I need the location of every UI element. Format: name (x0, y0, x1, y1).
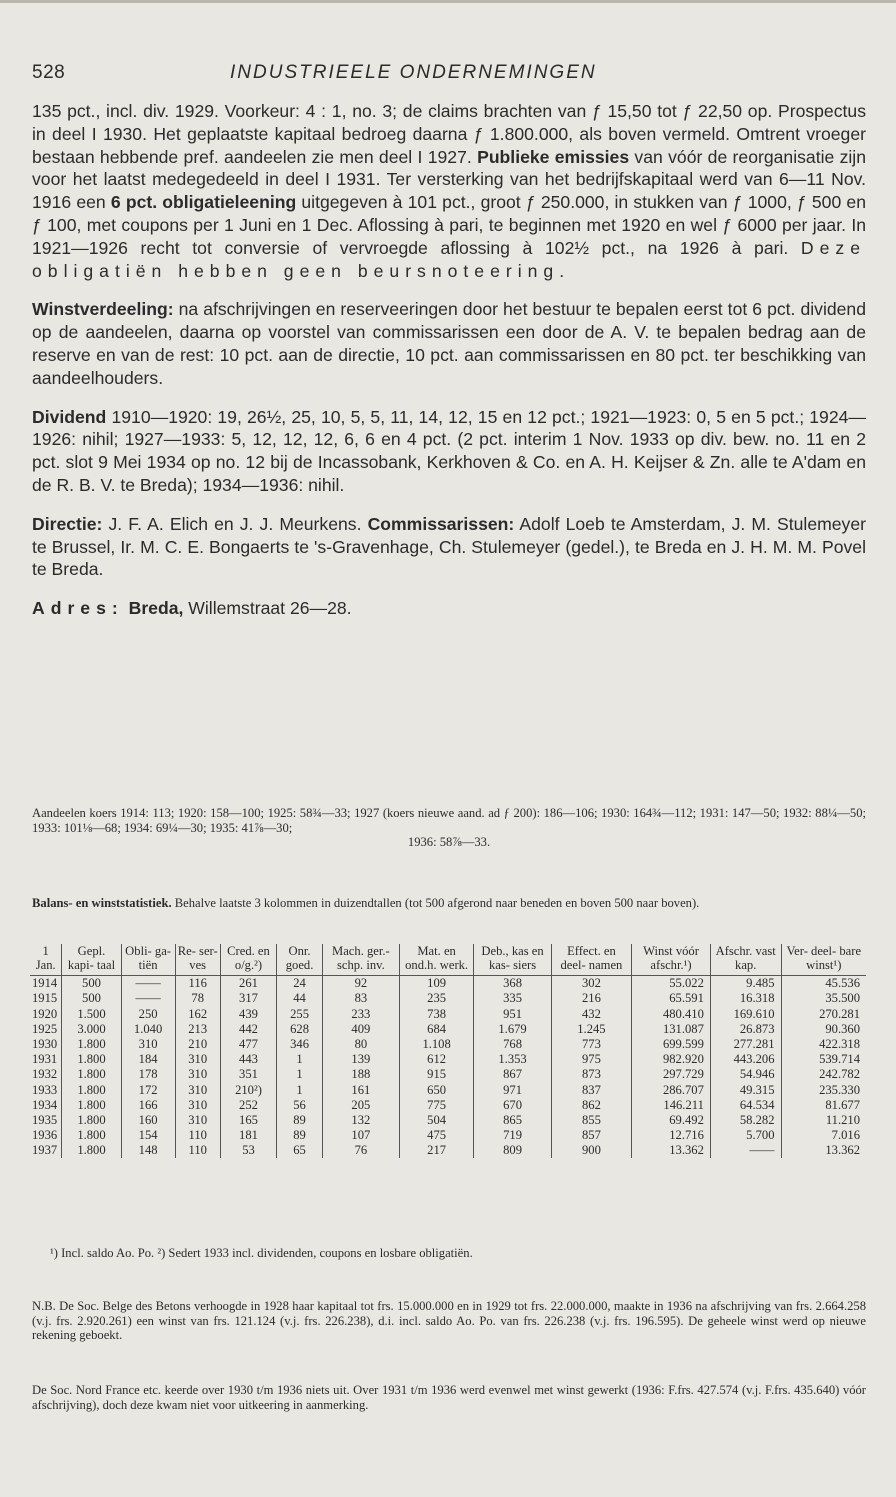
table-cell: 915 (399, 1067, 474, 1082)
table-cell: —— (121, 975, 175, 991)
table-cell: 317 (220, 991, 276, 1006)
table-cell: 1.800 (62, 1113, 121, 1128)
table-cell: 181 (220, 1128, 276, 1143)
table-cell: 210 (175, 1037, 220, 1052)
table-cell: 422.318 (819, 1036, 860, 1051)
table-cell: 443 (220, 1052, 276, 1067)
table-cell: 1.800 (62, 1067, 121, 1082)
section-label: Winstverdeeling: (32, 299, 174, 320)
table-cell: 13.362 (825, 1143, 860, 1158)
table-cell: 242.782 (819, 1067, 860, 1082)
table-cell: 166 (121, 1097, 175, 1112)
table-cell: 49.315 (710, 1082, 781, 1097)
address-street: Willemstraat 26—28. (183, 598, 352, 619)
table-cell: 1920 (30, 1006, 62, 1021)
balance-table (30, 944, 866, 1158)
table-cell: 58.282 (710, 1113, 781, 1128)
table-cell: 261 (220, 975, 276, 991)
note-belge: N.B. De Soc. Belge des Betons verhoogde in 1928 haar kapitaal tot frs. 15.000.000 en in 1929 tot frs. 22.000.000, maakte in 1936 na afschrijving van frs. 2.664.258 (v.j. frs. 2.920.261) een winst van frs. 121.124 (v.j. frs. 226.238), d.i. incl. saldo Ao. Po. van frs. 226.238 (v.j. frs. 196.595). De geheele winst werd op nieuwe rekening geboekt. (32, 1299, 866, 1342)
table-cell: 54.946 (710, 1067, 781, 1082)
table-cell: 7.016 (831, 1128, 860, 1143)
table-cell: 78 (175, 991, 220, 1006)
table-cell: 862 (551, 1097, 631, 1112)
table-cell: 738 (399, 1006, 474, 1021)
table-cell: 475 (399, 1128, 474, 1143)
table-cell: 24 (277, 975, 323, 991)
table-row (30, 1052, 866, 1067)
table-cell: 612 (399, 1052, 474, 1067)
table-cell: 172 (121, 1082, 175, 1097)
section-label: Dividend (32, 406, 107, 427)
table-cell: 432 (551, 1006, 631, 1021)
table-cell: 310 (175, 1097, 220, 1112)
table-cell: 90.360 (825, 1021, 860, 1036)
table-cell: 81.677 (825, 1097, 860, 1112)
table-cell: 80 (322, 1037, 399, 1052)
table-cell: 213 (175, 1021, 220, 1036)
table-row (30, 1097, 866, 1112)
table-cell: 107 (322, 1128, 399, 1143)
table-cell: 982.920 (632, 1052, 711, 1067)
table-cell: 35.500 (825, 991, 860, 1006)
table-header-cell: Ver- deel- bare winst¹) (781, 944, 866, 975)
table-row (30, 1128, 866, 1143)
table-cell: 89 (277, 1113, 323, 1128)
table-cell: 252 (220, 1097, 276, 1112)
table-cell: 250 (121, 1006, 175, 1021)
table-cell: 1934 (30, 1097, 62, 1112)
table-cell: 235.330 (819, 1082, 860, 1097)
table-cell: 1937 (30, 1143, 62, 1158)
table-header-cell: Onr. goed. (277, 944, 323, 975)
table-cell: 162 (175, 1006, 220, 1021)
table-cell: 857 (551, 1128, 631, 1143)
table-cell: 205 (322, 1097, 399, 1112)
table-cell: 500 (62, 991, 121, 1006)
table-cell: 480.410 (632, 1006, 711, 1021)
page-edge (0, 0, 896, 3)
table-cell: 1931 (30, 1052, 62, 1067)
table-cell: 539.714 (819, 1052, 860, 1067)
table-header-cell: Mat. en ond.h. werk. (399, 944, 474, 975)
table-cell: 1.500 (62, 1006, 121, 1021)
table-cell: 310 (175, 1082, 220, 1097)
table-cell: 1.800 (62, 1037, 121, 1052)
table-cell: 146.211 (632, 1097, 711, 1112)
table-cell: 1.800 (62, 1082, 121, 1097)
table-cell: 1.245 (551, 1021, 631, 1036)
table-cell: 439 (220, 1006, 276, 1021)
table-cell: 477 (220, 1037, 276, 1052)
table-cell: 1.040 (121, 1021, 175, 1036)
table-cell: 368 (474, 975, 551, 991)
table-cell: 55.022 (632, 975, 711, 991)
table-cell: 1 (277, 1082, 323, 1097)
paragraph-dividend: Dividend 1910—1920: 19, 26½, 25, 10, 5, 5, 11, 14, 12, 15 en 12 pct.; 1921—1923: 0, 5 en 5 pct.; 1924—1926: nihil; 1927—1933: 5, 12, 12, 12, 6, 6 en 4 pct. (2 pct. interim 1 Nov. 1933 op div. bew. no. 11 en 2 pct. slot 9 Mei 1934 op no. 12 bij de Incassobank, Kerkhoven & Co. en A. H. Keijser & Zn. alle te A'dam en de R. B. V. te Breda); 1934—1936: nihil. (32, 406, 866, 495)
table-header-cell: Re- ser- ves (175, 944, 220, 975)
table-cell: 1 (277, 1052, 323, 1067)
table-cell: 1932 (30, 1067, 62, 1082)
table-header-cell: Effect. en deel- namen (551, 944, 631, 975)
table-cell: 297.729 (632, 1067, 711, 1082)
table-row (30, 1021, 866, 1036)
table-cell: 286.707 (632, 1082, 711, 1097)
paragraph-directors: Directie: J. F. A. Elich en J. J. Meurkens. Commissarissen: Adolf Loeb te Amsterdam, J. M. Stulemeyer te Brussel, Ir. M. C. E. Bongaerts te 's-Gravenhage, Ch. Stulemeyer (gedel.), te Breda en J. H. M. M. Povel te Breda. (32, 513, 867, 580)
table-cell: 1930 (30, 1037, 62, 1052)
table-cell: 76 (322, 1143, 399, 1158)
section-label: Adres: (32, 598, 124, 619)
table-cell: 216 (551, 991, 631, 1006)
table-cell: 302 (551, 975, 631, 991)
table-row (30, 975, 866, 991)
address-city: Breda, (128, 598, 184, 619)
table-cell: 837 (551, 1082, 631, 1097)
table-cell: 500 (62, 975, 121, 991)
table-cell: 26.873 (710, 1021, 781, 1036)
share-prices: Aandeelen koers 1914: 113; 1920: 158—100; 1925: 58¾—33; 1927 (koers nieuwe aand. ad ƒ 200): 186—106; 1930: 164¾—112; 1931: 147—50; 1932: 88¼—50; 1933: 101⅛—68; 1934: 69¼—30; 1935: 41⅞—30; 1936: 58⅞—33. (32, 806, 866, 849)
page-header (32, 62, 872, 90)
running-title: INDUSTRIEELE ONDERNEMINGEN (230, 62, 597, 83)
table-cell: 1.353 (474, 1052, 551, 1067)
table-cell: 775 (399, 1097, 474, 1112)
balance-caption: Balans- en winststatistiek. Behalve laatste 3 kolommen in duizendtallen (tot 500 afgerond naar beneden en boven 500 naar boven). (32, 896, 700, 910)
table-cell: 44 (277, 991, 323, 1006)
table-cell: 255 (277, 1006, 323, 1021)
bold-term: Publieke emissies (477, 146, 630, 167)
table-cell: 217 (399, 1143, 474, 1158)
table-cell: 1.800 (62, 1143, 121, 1158)
table-cell: 346 (277, 1037, 323, 1052)
section-label: Balans- en winststatistiek. (32, 896, 172, 910)
table-cell: 719 (474, 1128, 551, 1143)
table-cell: 184 (121, 1052, 175, 1067)
table-cell: 11.210 (825, 1112, 860, 1127)
table-cell: 628 (277, 1021, 323, 1036)
table-cell: 768 (474, 1037, 551, 1052)
table-cell: 310 (175, 1052, 220, 1067)
table-cell: 351 (220, 1067, 276, 1082)
table-cell: 809 (474, 1143, 551, 1158)
table-cell: 670 (474, 1097, 551, 1112)
table-cell: 699.599 (632, 1037, 711, 1052)
table-cell: 110 (175, 1128, 220, 1143)
table-cell: 139 (322, 1052, 399, 1067)
table-cell: 65.591 (632, 991, 711, 1006)
table-cell: 1925 (30, 1021, 62, 1036)
bold-term: 6 pct. obligatieleening (110, 192, 297, 213)
table-cell: 310 (175, 1113, 220, 1128)
table-cell: —— (710, 1143, 781, 1158)
table-cell: 873 (551, 1067, 631, 1082)
table-cell: 1 (277, 1067, 323, 1082)
spaced-text: Deze obligatiën hebben geen beursnoteering. (32, 237, 866, 281)
table-cell: 45.536 (825, 976, 860, 991)
table-cell: 951 (474, 1006, 551, 1021)
table-cell: 56 (277, 1097, 323, 1112)
main-text (32, 100, 866, 636)
table-cell: 110 (175, 1143, 220, 1158)
paragraph-profit-distribution: Winstverdeeling: na afschrijvingen en reserveeringen door het bestuur te bepalen eerst tot 6 pct. dividend op de aandeelen, daarna op voorstel van commissarissen een door de A. V. te bepalen bedrag aan de reserve en van de rest: 10 pct. aan de directie, 10 pct. aan commissarissen en 80 pct. ter beschikking van aandeelhouders. (32, 299, 866, 388)
table-header-cell: Winst vóór afschr.¹) (632, 944, 711, 975)
table-cell: 971 (474, 1082, 551, 1097)
table-cell: 1.800 (62, 1052, 121, 1067)
table-cell: 1915 (30, 991, 62, 1006)
table-cell: 773 (551, 1037, 631, 1052)
table-cell: 9.485 (710, 975, 781, 991)
table-cell: 975 (551, 1052, 631, 1067)
table-cell: 442 (220, 1021, 276, 1036)
table-cell: 277.281 (710, 1037, 781, 1052)
table-row (30, 1113, 866, 1128)
table-cell: 409 (322, 1021, 399, 1036)
table-cell: 131.087 (632, 1021, 711, 1036)
table-cell: 1914 (30, 975, 62, 991)
table-header-row (30, 944, 866, 975)
table-cell: 132 (322, 1113, 399, 1128)
table-row (30, 1067, 866, 1082)
table-cell: 270.281 (819, 1006, 860, 1021)
paragraph-address (32, 597, 866, 620)
table-header-cell: Cred. en o/g.²) (220, 944, 276, 975)
footnote: ¹) Incl. saldo Ao. Po. ²) Sedert 1933 incl. dividenden, coupons en losbare obligatiën. (50, 1246, 473, 1260)
table-row (30, 1037, 866, 1052)
section-label: Commissarissen: (367, 513, 515, 534)
table-header-cell: 1 Jan. (30, 944, 62, 975)
table-cell: 148 (121, 1143, 175, 1158)
table-header-cell: Deb., kas en kas- siers (474, 944, 551, 975)
page-number: 528 (32, 62, 66, 83)
table-cell: 178 (121, 1067, 175, 1082)
table-cell: 235 (399, 991, 474, 1006)
table-row (30, 1143, 866, 1158)
table-cell: 92 (322, 975, 399, 991)
table-cell: 109 (399, 975, 474, 991)
table-cell: 3.000 (62, 1021, 121, 1036)
table-cell: 865 (474, 1113, 551, 1128)
table-cell: 53 (220, 1143, 276, 1158)
table-cell: 65 (277, 1143, 323, 1158)
table-cell: 335 (474, 991, 551, 1006)
table-cell: 1.800 (62, 1128, 121, 1143)
table-cell: 154 (121, 1128, 175, 1143)
table-cell: 83 (322, 991, 399, 1006)
table-cell: 210²) (220, 1082, 276, 1097)
table-cell: 13.362 (632, 1143, 711, 1158)
table-row (30, 991, 866, 1006)
table-header-cell: Mach. ger.- schp. inv. (322, 944, 399, 975)
table-cell: 69.492 (632, 1113, 711, 1128)
table-cell: 160 (121, 1113, 175, 1128)
table-cell: 169.610 (710, 1006, 781, 1021)
table-cell: 684 (399, 1021, 474, 1036)
table-cell: —— (121, 991, 175, 1006)
table-cell: 161 (322, 1082, 399, 1097)
table-cell: 64.534 (710, 1097, 781, 1112)
table-cell: 89 (277, 1128, 323, 1143)
table-cell: 1.108 (399, 1037, 474, 1052)
table-cell: 165 (220, 1113, 276, 1128)
table-cell: 1933 (30, 1082, 62, 1097)
table-cell: 650 (399, 1082, 474, 1097)
table-body (30, 975, 866, 1158)
table-cell: 1936 (30, 1128, 62, 1143)
table-cell: 504 (399, 1113, 474, 1128)
table-cell: 1.800 (62, 1097, 121, 1112)
table-cell: 443.206 (710, 1052, 781, 1067)
table-header-cell: Obli- ga- tiën (121, 944, 175, 975)
table-row (30, 1006, 866, 1021)
table-cell: 310 (175, 1067, 220, 1082)
table-cell: 233 (322, 1006, 399, 1021)
section-label: Directie: (32, 513, 103, 534)
table-cell: 1935 (30, 1113, 62, 1128)
table-cell: 116 (175, 975, 220, 991)
table-header-cell: Afschr. vast kap. (710, 944, 781, 975)
paragraph-emissions: 135 pct., incl. div. 1929. Voorkeur: 4 : 1, no. 3; de claims brachten van ƒ 15,50 tot ƒ 22,50 op. Prospectus in deel I 1930. Het geplaatste kapitaal bedroeg daarna ƒ 1.800.000, als boven vermeld. Omtrent vroeger bestaan hebbende pref. aandeelen zie men deel I 1927. Publieke emissies van vóór de reorganisatie zijn voor het laatst medegedeeld in deel I 1931. Ter versterking van het bedrijfskapitaal werd van 6—11 Nov. 1916 een 6 pct. obligatieleening uitgegeven à 101 pct., groot ƒ 250.000, in stukken van ƒ 1000, ƒ 500 en ƒ 100, met coupons per 1 Juni en 1 Dec. Aflossing à pari, te beginnen met 1920 en wel ƒ 6000 per jaar. In 1921—1926 recht tot conversie of vervroegde aflossing à 102½ pct., na 1926 à pari. Deze obligatiën hebben geen beursnoteering. (32, 101, 866, 281)
table-cell: 16.318 (710, 991, 781, 1006)
table-cell: 188 (322, 1067, 399, 1082)
table-cell: 12.716 (632, 1128, 711, 1143)
table-row (30, 1082, 866, 1097)
table-cell: 1.679 (474, 1021, 551, 1036)
table-cell: 5.700 (710, 1128, 781, 1143)
table-header-cell: Gepl. kapi- taal (62, 944, 121, 975)
table-cell: 310 (121, 1037, 175, 1052)
table-cell: 900 (551, 1143, 631, 1158)
table-cell: 855 (551, 1113, 631, 1128)
note-nord-france: De Soc. Nord France etc. keerde over 1930 t/m 1936 niets uit. Over 1931 t/m 1936 werd evenwel met winst gewerkt (1936: F.frs. 427.574 (v.j. F.frs. 435.640) vóór afschrijving), doch deze kwam niet voor uitkeering in aanmerking. (32, 1383, 866, 1412)
table-cell: 867 (474, 1067, 551, 1082)
